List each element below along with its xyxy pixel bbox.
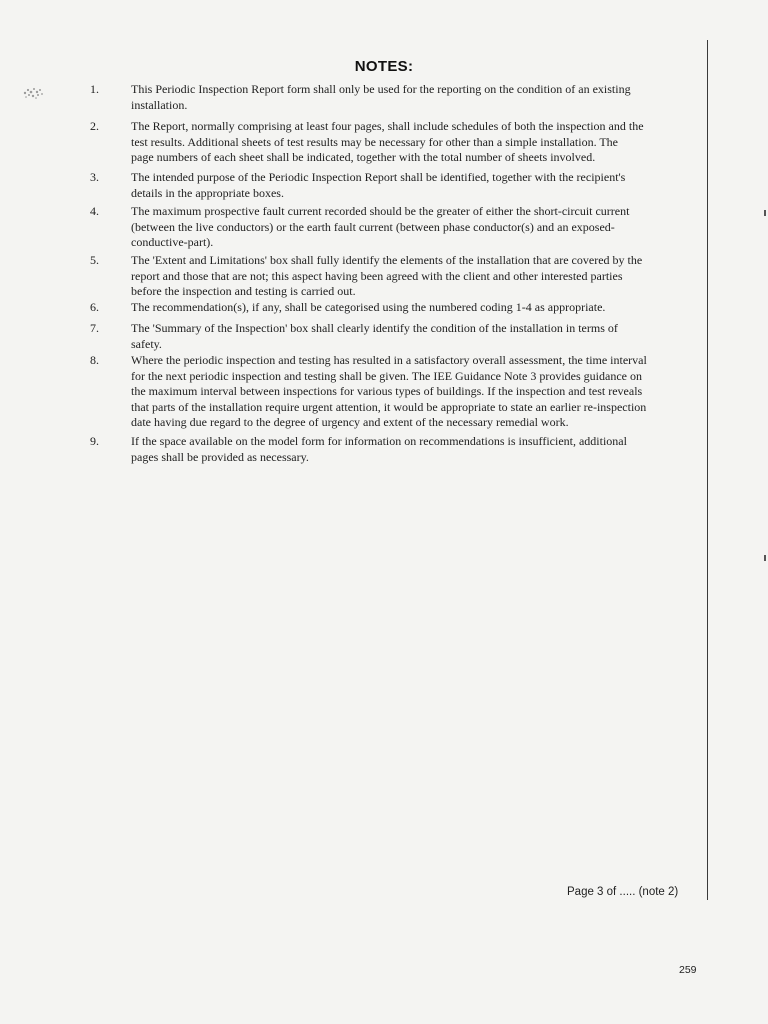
note-text-line: The 'Summary of the Inspection' box shall clearly identify the condition of the installation in terms of [131, 321, 618, 335]
note-number: 4. [90, 204, 99, 218]
note-text [131, 353, 693, 431]
note-number: 6. [90, 300, 99, 314]
note-text [131, 119, 693, 166]
note-text [131, 300, 693, 316]
note-text [131, 82, 693, 113]
note-text-line: The Report, normally comprising at least four pages, shall include schedules of both the inspection and the [131, 119, 644, 133]
note-number: 8. [90, 353, 99, 367]
note-text-line: page numbers of each sheet shall be indicated, together with the total number of sheets involved. [131, 150, 596, 164]
note-text-line: The recommendation(s), if any, shall be categorised using the numbered coding 1-4 as appropriate. [131, 300, 606, 314]
note-text [131, 170, 693, 201]
note-number: 2. [90, 119, 99, 133]
note-number: 3. [90, 170, 99, 184]
note-text-line: date having due regard to the degree of urgency and extent of the necessary remedial work. [131, 415, 569, 429]
note-text-line: before the inspection and testing is carried out. [131, 284, 356, 298]
note-number: 9. [90, 434, 99, 448]
note-text-line: details in the appropriate boxes. [131, 185, 284, 200]
note-text-line: report and those that are not; this aspect having been agreed with the client and other interested parties [131, 268, 623, 283]
notes-heading: NOTES: [354, 58, 414, 75]
note-number: 7. [90, 321, 99, 335]
note-text [131, 253, 693, 300]
note-text [131, 434, 693, 465]
note-text-line: for the next periodic inspection and testing shall be given. The IEE Guidance Note 3 provides guidance on [131, 368, 642, 383]
note-text-line: The maximum prospective fault current recorded should be the greater of either the short-circuit current [131, 204, 630, 218]
note-text-line: If the space available on the model form for information on recommendations is insufficient, additional [131, 434, 627, 448]
note-text-line: The intended purpose of the Periodic Inspection Report shall be identified, together with the recipient's [131, 170, 626, 184]
note-text-line: The 'Extent and Limitations' box shall fully identify the elements of the installation that are covered by the [131, 253, 643, 267]
note-text-line: the maximum interval between inspections for various types of buildings. If the inspection and test reveals [131, 384, 643, 398]
page-number-label: Page 3 of ..... (note 2) [567, 886, 679, 898]
note-text-line: pages shall be provided as necessary. [131, 449, 309, 464]
note-text-line: test results. Additional sheets of test results may be necessary for other than a simple installation. The [131, 134, 619, 149]
note-text [131, 204, 693, 251]
note-text-line: safety. [131, 336, 162, 351]
note-text [131, 321, 693, 352]
note-text-line: conductive-part). [131, 235, 214, 249]
note-text-line: that parts of the installation require urgent attention, it would be appropriate to state an earlier re-inspection [131, 399, 647, 414]
note-number: 1. [90, 82, 99, 96]
note-text-line: (between the live conductors) or the earth fault current (between phase conductor(s) and an exposed- [131, 219, 615, 234]
note-text-line: This Periodic Inspection Report form shall only be used for the reporting on the condition of an existing [131, 82, 631, 96]
note-text-line: Where the periodic inspection and testing has resulted in a satisfactory overall assessment, the time interval [131, 353, 647, 367]
note-number: 5. [90, 253, 99, 267]
note-text-line: installation. [131, 97, 188, 112]
folio-number: 259 [679, 964, 697, 976]
